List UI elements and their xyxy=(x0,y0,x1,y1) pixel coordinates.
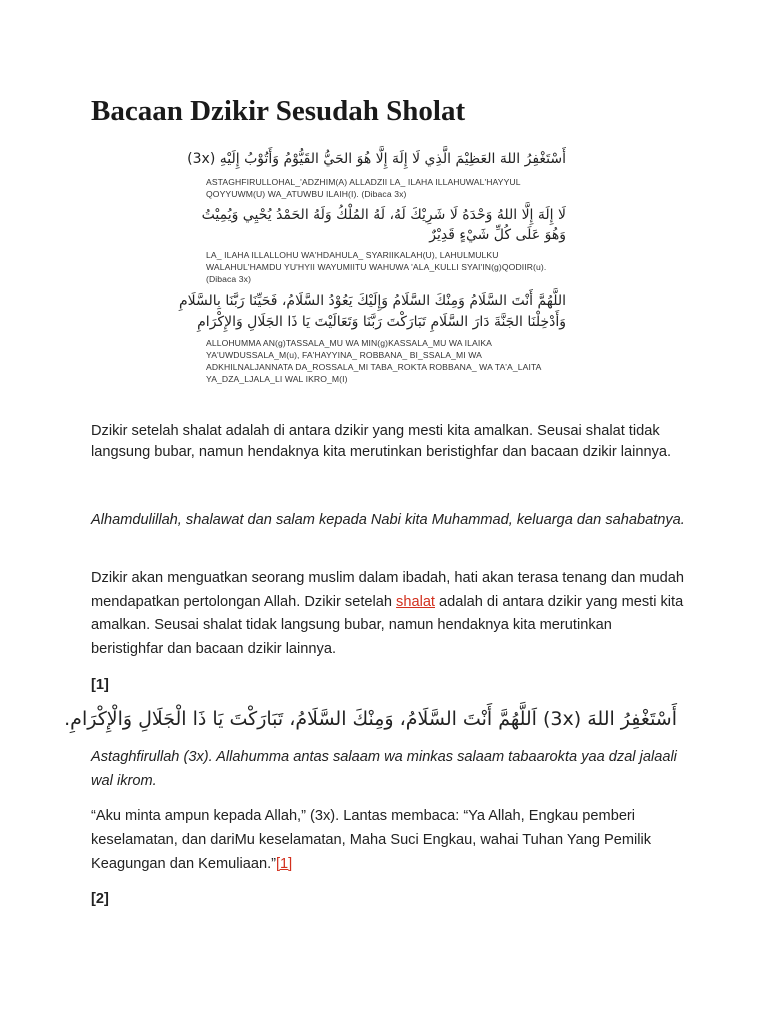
dzikir-benefit-paragraph xyxy=(91,567,687,661)
reference-heading-1: [1] xyxy=(91,677,109,693)
paragraph-text-end: adalah di antara dzikir yang mesti kita amalkan. Seusai shalat tidak langsung bubar, namun hendaknya kita merutinkan beristighfar dan bacaan dzikir lainnya. xyxy=(91,593,684,657)
shalat-link[interactable]: shalat xyxy=(396,593,435,610)
transliteration-paragraph: Astaghfirullah (3x). Allahumma antas salaam wa minkas salaam tabaarokta yaa dzal jalaali wal ikrom. xyxy=(91,749,677,789)
image-latin-line-3c: ADKHILNALJANNATA DA_ROSSALA_MI TABA_ROKTA ROBBANA_ WA TA'A_LAITA xyxy=(206,362,542,372)
image-latin-line-2b: WALAHUL'HAMDU YU'HYII WAYUMIITU WAHUWA 'ALA_KULLI SYAI'IN(g)QODIIR(u). xyxy=(206,262,547,272)
image-latin-line-1a: ASTAGHFIRULLOHAL_'ADZHIM(A) ALLADZII LA_ ILAHA ILLAHUWAL'HAYYUL xyxy=(206,177,521,187)
image-arabic-line-2b: وَهُوَ عَلَى كُلِّ شَيْءٍ قَدِيْرٌ xyxy=(429,227,566,243)
dzikir-image xyxy=(179,146,572,390)
arabic-dzikir-text: أَسْتَغْفِرُ اللهَ (3x) اَللَّهُمَّ أَنْتَ السَّلَامُ، وَمِنْكَ السَّلَامُ، تَبَارَكْتَ يَا ذَا الْجَلَالِ وَالْإِكْرَامِ. xyxy=(64,708,677,730)
greeting-paragraph: Alhamdulillah, shalawat dan salam kepada Nabi kita Muhammad, keluarga dan sahabatnya. xyxy=(91,512,685,528)
footnote-link-1[interactable]: [1] xyxy=(276,856,293,872)
translation-paragraph xyxy=(91,804,687,876)
image-arabic-line-1: أَسْتَغْفِرُ اللهَ العَظِيْمَ الَّذِي لَا إِلَهَ إِلَّا هُوَ الحَيُّ القَيُّوْمُ وَأَتُوْبُ إِلَيْهِ (3x) xyxy=(187,151,566,167)
intro-paragraph: Dzikir setelah shalat adalah di antara dzikir yang mesti kita amalkan. Seusai shalat tidak langsung bubar, namun hendaknya kita merutinkan beristighfar dan bacaan dzikir lainnya. xyxy=(91,423,672,460)
paragraph-text-start: Dzikir akan menguatkan seorang muslim dalam ibadah, hati akan terasa tenang dan mudah mendapatkan pertolongan Allah. Dzikir setelah xyxy=(91,570,685,610)
image-arabic-line-2a: لَا إِلَهَ إِلَّا اللهُ وَحْدَهُ لَا شَرِيْكَ لَهُ، لَهُ المُلْكُ وَلَهُ الحَمْدُ يُحْيِي وَيُمِيْتُ xyxy=(201,207,566,223)
translation-text: “Aku minta ampun kepada Allah,” (3x). Lantas membaca: “Ya Allah, Engkau pemberi keselamatan, dan dariMu keselamatan, Maha Suci Engkau, wahai Tuhan Yang Pemilik Keagungan dan Kemuliaan.” xyxy=(91,808,652,872)
image-latin-line-2c: (Dibaca 3x) xyxy=(206,274,252,284)
image-latin-line-3a: ALLOHUMMA AN(g)TASSALA_MU WA MIN(g)KASSALA_MU WA ILAIKA xyxy=(206,338,492,348)
article-title: Bacaan Dzikir Sesudah Sholat xyxy=(91,95,466,127)
image-latin-line-3b: YA'UWDUSSALA_M(u), FA'HAYYINA_ ROBBANA_ BI_SSALA_MI WA xyxy=(206,350,482,360)
image-latin-line-3d: YA_DZA_LJALA_LI WAL IKRO_M(I) xyxy=(206,374,348,384)
image-arabic-line-3b: وَأَدْخِلْنَا الجَنَّةَ دَارَ السَّلَامِ تَبَارَكْتَ رَبَّنَا وَتَعَالَيْتَ يَا ذَا الجَلَالِ وَالإِكْرَامِ xyxy=(197,314,566,330)
image-latin-line-2a: LA_ ILAHA ILLALLOHU WA'HDAHULA_ SYARIIKALAH(U), LAHULMULKU xyxy=(206,250,499,260)
reference-heading-2: [2] xyxy=(91,891,109,907)
image-latin-line-1b: QOYYUWM(U) WA_ATUWBU ILAIH(I). (Dibaca 3x) xyxy=(206,189,407,199)
image-arabic-line-3a: اللَّهُمَّ أَنْتَ السَّلَامُ وَمِنْكَ السَّلَامُ وَإِلَيْكَ يَعُوْدُ السَّلَامُ، فَحَيِّنَا رَبَّنَا بِالسَّلَامِ xyxy=(179,293,566,309)
